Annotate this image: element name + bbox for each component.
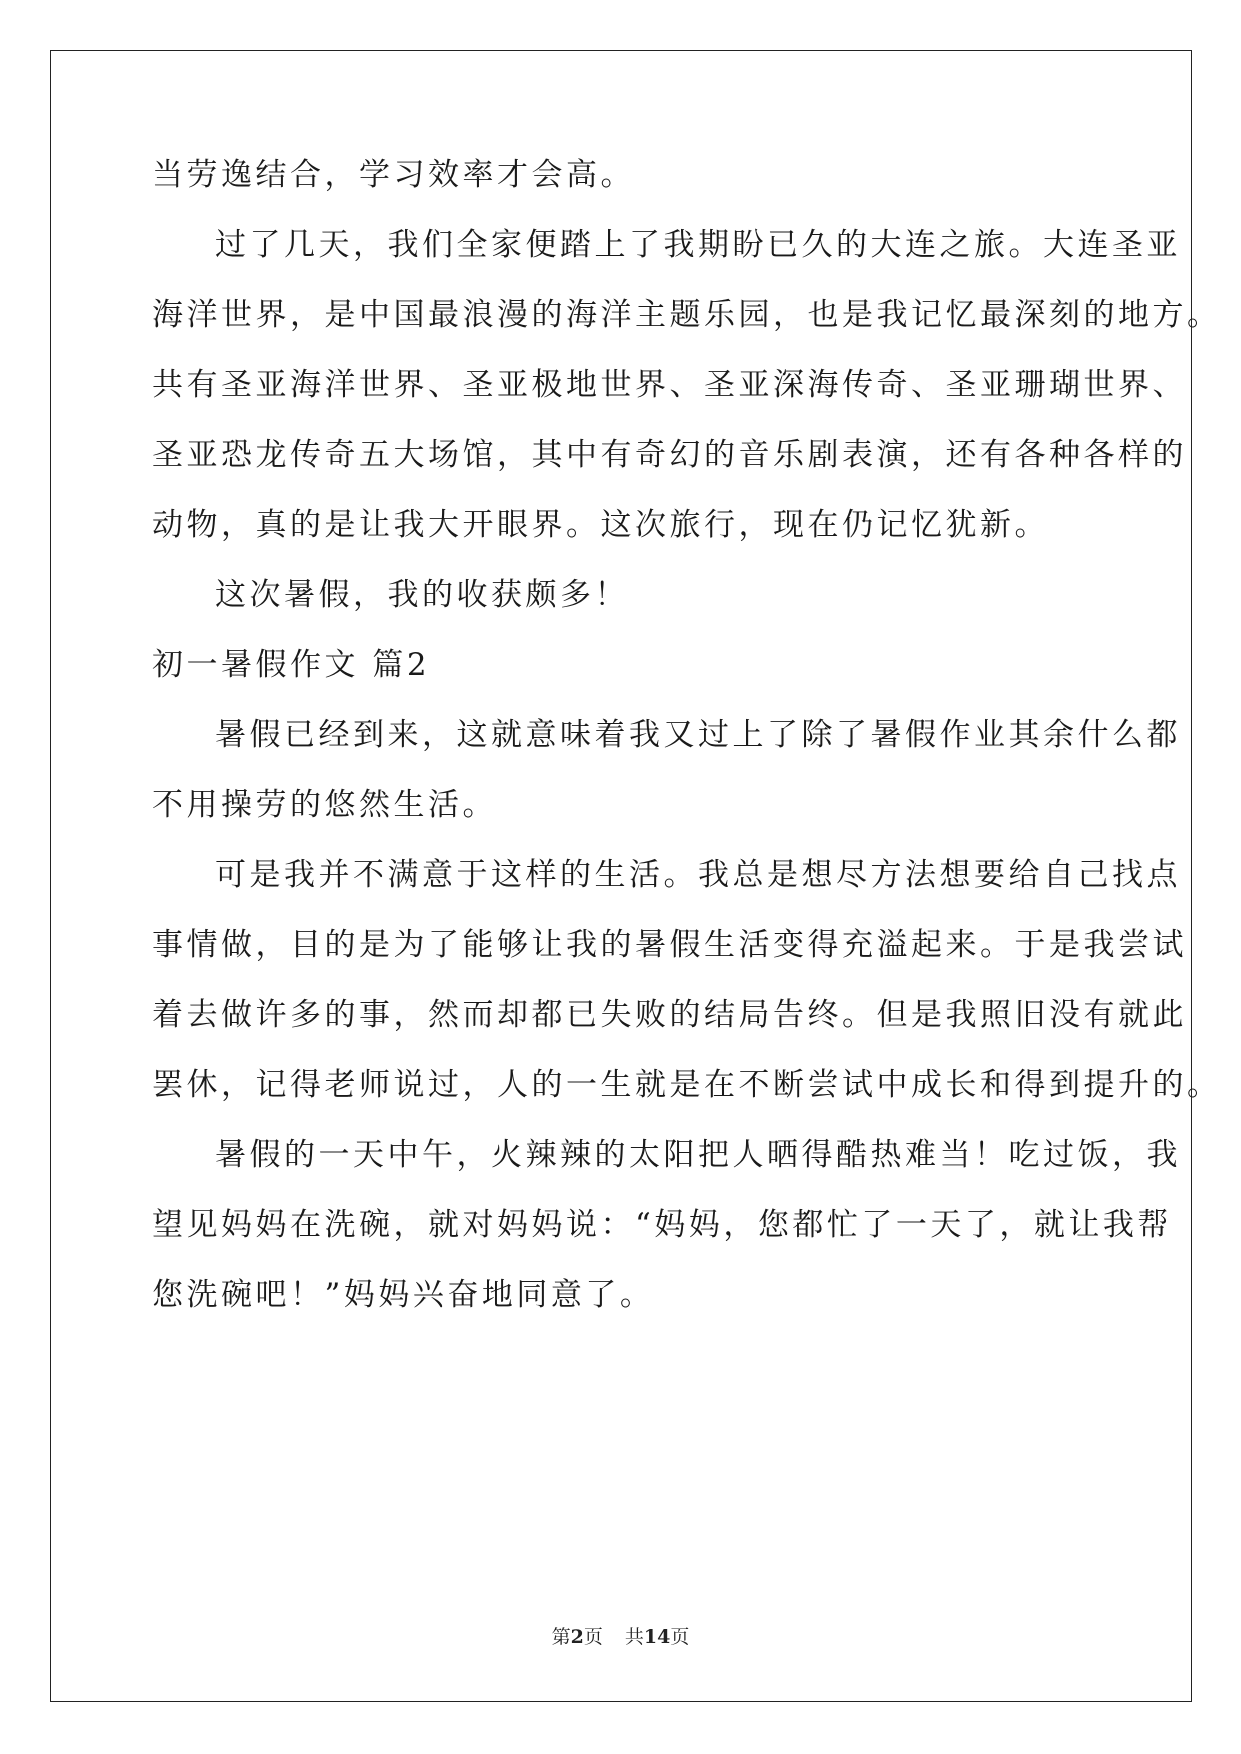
text-line: 罢休，记得老师说过，人的一生就是在不断尝试中成长和得到提升的。 [152, 1067, 1222, 1103]
total-suffix: 页 [670, 1626, 690, 1648]
text-line: 共有圣亚海洋世界、圣亚极地世界、圣亚深海传奇、圣亚珊瑚世界、 [152, 367, 1187, 403]
total-pages: 14 [643, 1626, 671, 1648]
text-line: 暑假已经到来，这就意味着我又过上了除了暑假作业其余什么都 [215, 717, 1181, 753]
total-prefix: 共 [624, 1626, 644, 1648]
text-line: 暑假的一天中午，火辣辣的太阳把人晒得酷热难当！吃过饭，我 [215, 1137, 1181, 1173]
text-line: 望见妈妈在洗碗，就对妈妈说：“妈妈，您都忙了一天了，就让我帮 [152, 1207, 1172, 1243]
text-line: 当劳逸结合，学习效率才会高。 [152, 157, 635, 193]
text-line: 着去做许多的事，然而却都已失败的结局告终。但是我照旧没有就此 [152, 997, 1187, 1033]
text-line: 动物，真的是让我大开眼界。这次旅行，现在仍记忆犹新。 [152, 507, 1049, 543]
section-heading: 初一暑假作文 篇2 [152, 647, 431, 683]
text-line: 您洗碗吧！”妈妈兴奋地同意了。 [152, 1277, 655, 1313]
text-line: 事情做，目的是为了能够让我的暑假生活变得充溢起来。于是我尝试 [152, 927, 1187, 963]
text-line: 圣亚恐龙传奇五大场馆，其中有奇幻的音乐剧表演，还有各种各样的 [152, 437, 1187, 473]
page-prefix: 第 [551, 1626, 571, 1648]
text-line: 过了几天，我们全家便踏上了我期盼已久的大连之旅。大连圣亚 [215, 227, 1181, 263]
page-suffix: 页 [583, 1626, 603, 1648]
text-line: 海洋世界，是中国最浪漫的海洋主题乐园，也是我记忆最深刻的地方。 [152, 297, 1222, 333]
page-footer [0, 1622, 1241, 1649]
text-line: 不用操劳的悠然生活。 [152, 787, 497, 823]
page-number: 2 [570, 1626, 584, 1648]
text-line: 可是我并不满意于这样的生活。我总是想尽方法想要给自己找点 [215, 857, 1181, 893]
text-line: 这次暑假，我的收获颇多！ [215, 577, 629, 613]
